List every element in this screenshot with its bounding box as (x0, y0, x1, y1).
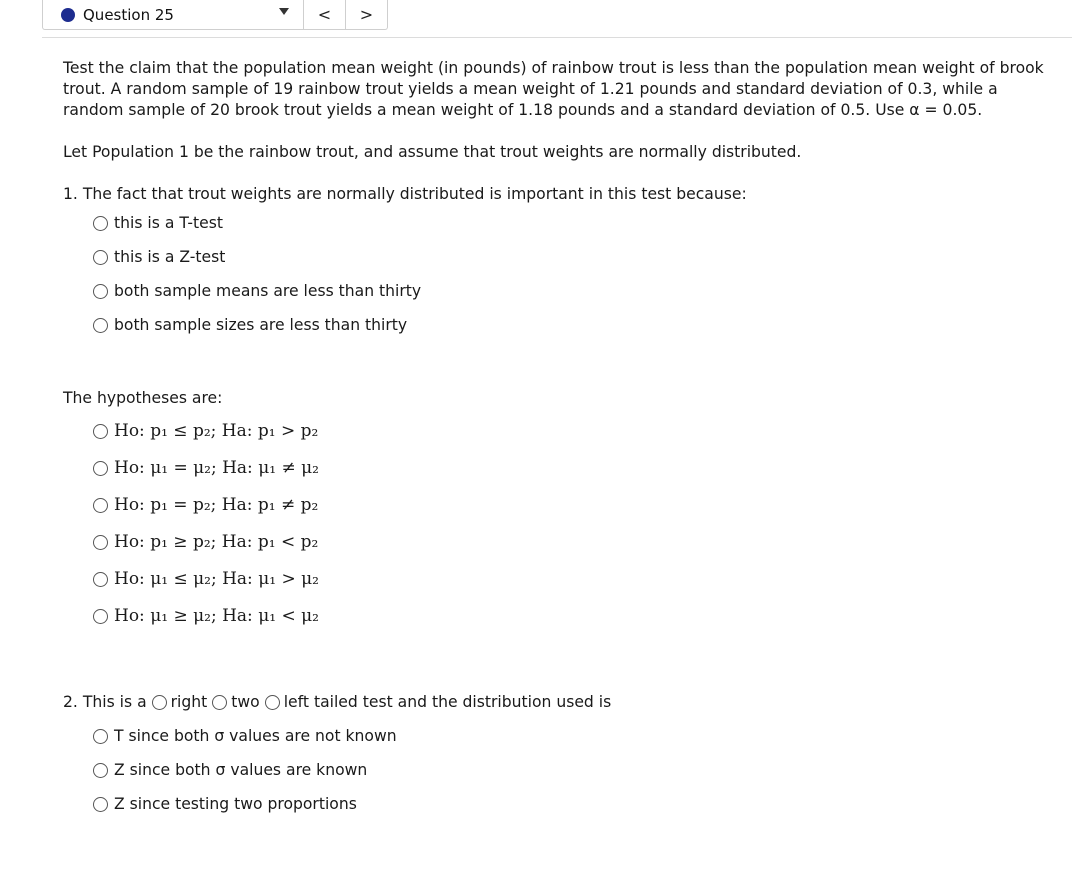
radio-button[interactable] (152, 695, 167, 710)
part1-option[interactable] (93, 206, 1053, 240)
radio-button[interactable] (93, 572, 108, 587)
tail-label: right (170, 692, 208, 711)
part1-label: 1. The fact that trout weights are normally distributed is important in this test because: (63, 185, 747, 203)
tail-label: two (231, 692, 260, 711)
hypothesis-option[interactable] (93, 524, 1053, 561)
question-status-dot (61, 8, 75, 22)
radio-button[interactable] (93, 535, 108, 550)
radio-button[interactable] (93, 763, 108, 778)
radio-button[interactable] (265, 695, 280, 710)
option-label: this is a Z-test (114, 247, 226, 266)
hypotheses-options (93, 413, 1053, 635)
part1-option[interactable] (93, 240, 1053, 274)
next-question-button[interactable]: > (345, 0, 387, 29)
part1-option[interactable] (93, 274, 1053, 308)
question-prompt: Test the claim that the population mean weight (in pounds) of rainbow trout is less than the population mean weight of brook trout. A random sample of 19 rainbow trout yields a mean weight of 1.21 pounds and standard deviation of 0.3, while a random sample of 20 brook trout yields a mean weight of 1.18 pounds and a standard deviation of 0.5. Use α = 0.05. (63, 59, 1044, 119)
chevron-down-icon[interactable] (279, 8, 289, 15)
part2-option[interactable] (93, 753, 1053, 787)
hypotheses-label: The hypotheses are: (63, 389, 223, 407)
hypothesis-option[interactable] (93, 413, 1053, 450)
option-label: T since both σ values are not known (114, 726, 397, 745)
radio-button[interactable] (93, 729, 108, 744)
radio-button[interactable] (93, 216, 108, 231)
question-body (63, 58, 1053, 821)
part2-option[interactable] (93, 787, 1053, 821)
part1-option[interactable] (93, 308, 1053, 342)
radio-button[interactable] (212, 695, 227, 710)
tail-option-right[interactable] (147, 692, 208, 713)
tail-label: left (283, 692, 309, 711)
radio-button[interactable] (93, 250, 108, 265)
option-label: this is a T-test (114, 213, 224, 232)
radio-button[interactable] (93, 318, 108, 333)
radio-button[interactable] (93, 797, 108, 812)
radio-button[interactable] (93, 424, 108, 439)
prev-question-button[interactable]: < (303, 0, 345, 29)
option-label: Z since both σ values are known (114, 760, 368, 779)
radio-button[interactable] (93, 498, 108, 513)
hypothesis-label: Ho: μ₁ ≤ μ₂; Ha: μ₁ > μ₂ (114, 569, 319, 589)
radio-button[interactable] (93, 609, 108, 624)
option-label: both sample means are less than thirty (114, 281, 422, 300)
part1-options (93, 206, 1053, 342)
hypothesis-label: Ho: p₁ = p₂; Ha: p₁ ≠ p₂ (114, 495, 319, 515)
divider (42, 37, 1072, 38)
part2-sentence (63, 685, 1053, 719)
hypothesis-option[interactable] (93, 450, 1053, 487)
part2-options (93, 719, 1053, 821)
hypothesis-label: Ho: μ₁ = μ₂; Ha: μ₁ ≠ μ₂ (114, 458, 319, 478)
question-label: Question 25 (83, 5, 174, 24)
radio-button[interactable] (93, 284, 108, 299)
population-note: Let Population 1 be the rainbow trout, and assume that trout weights are normally distributed. (63, 143, 802, 161)
hypothesis-label: Ho: p₁ ≥ p₂; Ha: p₁ < p₂ (114, 532, 319, 552)
hypothesis-option[interactable] (93, 561, 1053, 598)
part2-suffix: tailed test and the distribution used is (313, 692, 612, 711)
tail-option-left[interactable] (260, 692, 309, 713)
radio-button[interactable] (93, 461, 108, 476)
question-navigator (42, 0, 388, 30)
hypothesis-option[interactable] (93, 487, 1053, 524)
option-label: both sample sizes are less than thirty (114, 315, 408, 334)
hypothesis-label: Ho: p₁ ≤ p₂; Ha: p₁ > p₂ (114, 421, 319, 441)
part2-option[interactable] (93, 719, 1053, 753)
tail-option-two[interactable] (207, 692, 259, 713)
question-select[interactable] (43, 0, 303, 29)
part2-prefix: 2. This is a (63, 692, 147, 711)
hypothesis-option[interactable] (93, 598, 1053, 635)
hypothesis-label: Ho: μ₁ ≥ μ₂; Ha: μ₁ < μ₂ (114, 606, 319, 626)
option-label: Z since testing two proportions (114, 794, 357, 813)
